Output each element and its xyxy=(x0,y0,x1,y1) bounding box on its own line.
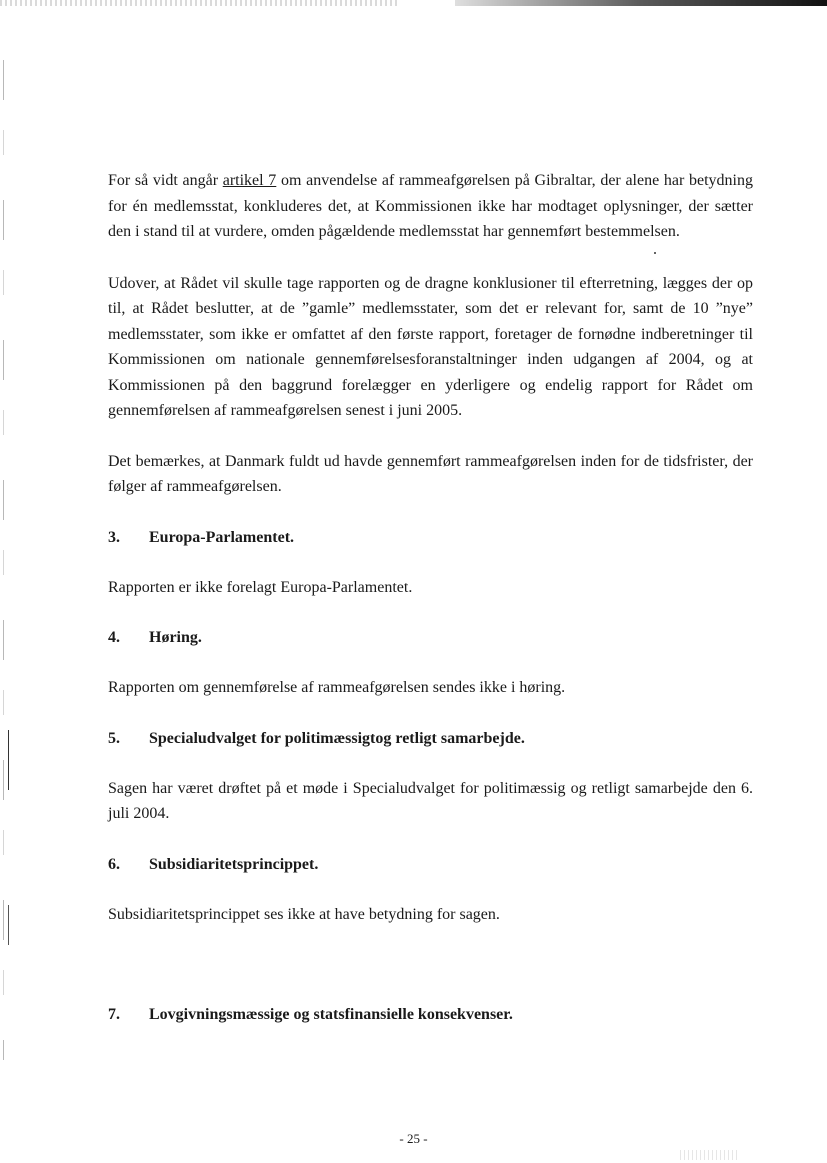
paragraph-article-7 xyxy=(108,168,753,245)
scan-artifact-left-mark-lower xyxy=(8,905,9,945)
section-title: Europa-Parlamentet. xyxy=(149,528,295,546)
section-heading-europa-parlamentet xyxy=(108,525,753,550)
section-body-europa-parlamentet: Rapporten er ikke forelagt Europa-Parlamentet. xyxy=(108,578,413,596)
section-body-horing: Rapporten om gennemførelse af rammeafgørelsen sendes ikke i høring. xyxy=(108,679,566,696)
document-body xyxy=(108,168,753,1027)
section-heading-horing xyxy=(108,625,753,650)
section-title: Subsidiaritetsprincippet. xyxy=(149,855,319,873)
section-number: 4. xyxy=(108,629,120,646)
scan-artifact-bottom-right xyxy=(680,1150,740,1160)
page-number: - 25 - xyxy=(399,1131,428,1146)
paragraph-denmark-note: Det bemærkes, at Danmark fuldt ud havde gennemført rammeafgørelsen inden for de tidsfrister, der følger af rammeafgørelsen. xyxy=(108,452,753,495)
section-heading-subsidiaritet xyxy=(108,852,753,877)
article-7-reference: artikel 7 xyxy=(222,172,277,189)
section-title: Specialudvalget for politimæssigtog retligt samarbejde. xyxy=(149,729,525,747)
section-number: 7. xyxy=(108,1006,120,1023)
paragraph-council-conclusions: Udover, at Rådet vil skulle tage rapporten og de dragne konklusioner til efterretning, lægges der op til, at Rådet beslutter, at de ”gamle” medlemsstater, som det er relevant for, samt de 10 ”nye” medlemsstater, som ikke er omfattet af den første rapport, foretager de fornødne indberetninger til Kommissionen om nationale gennemførelsesforanstaltninger inden udgangen af 2004, og at Kommissionen på den baggrund forelægger en yderligere og endelig rapport for Rådet om gennemførelsen af rammeafgørelsen senest i juni 2005. xyxy=(108,274,753,419)
section-title: Lovgivningsmæssige og statsfinansielle konsekvenser. xyxy=(149,1006,513,1023)
paragraph-article-7-intro: For så vidt angår xyxy=(108,172,223,189)
scan-artifact-top-left xyxy=(0,0,400,6)
paragraph-article-7-rest: om anvendelse af rammeafgørelsen på Gibraltar, der alene har betydning for én medlemsstat, konkluderes det, at Kommissionen ikke har modtaget oplysninger, der sætter den i stand til at vurdere, omden pågældende medlemsstat har gennemført bestemmelsen. xyxy=(108,172,753,240)
scan-artifact-left-mark xyxy=(8,730,9,790)
scan-artifact-left-edge xyxy=(3,60,4,1060)
section-heading-specialudvalget xyxy=(108,726,753,751)
section-heading-lovgivning xyxy=(108,1002,753,1027)
section-body-subsidiaritet: Subsidiaritetsprincippet ses ikke at have betydning for sagen. xyxy=(108,905,500,923)
section-title: Høring. xyxy=(149,629,202,646)
section-body-specialudvalget: Sagen har været drøftet på et møde i Specialudvalget for politimæssig og retligt samarbejde den 6. juli 2004. xyxy=(108,779,753,822)
scan-artifact-top-right xyxy=(455,0,827,6)
section-number: 3. xyxy=(108,528,120,546)
section-number: 5. xyxy=(108,729,120,747)
section-number: 6. xyxy=(108,855,120,873)
